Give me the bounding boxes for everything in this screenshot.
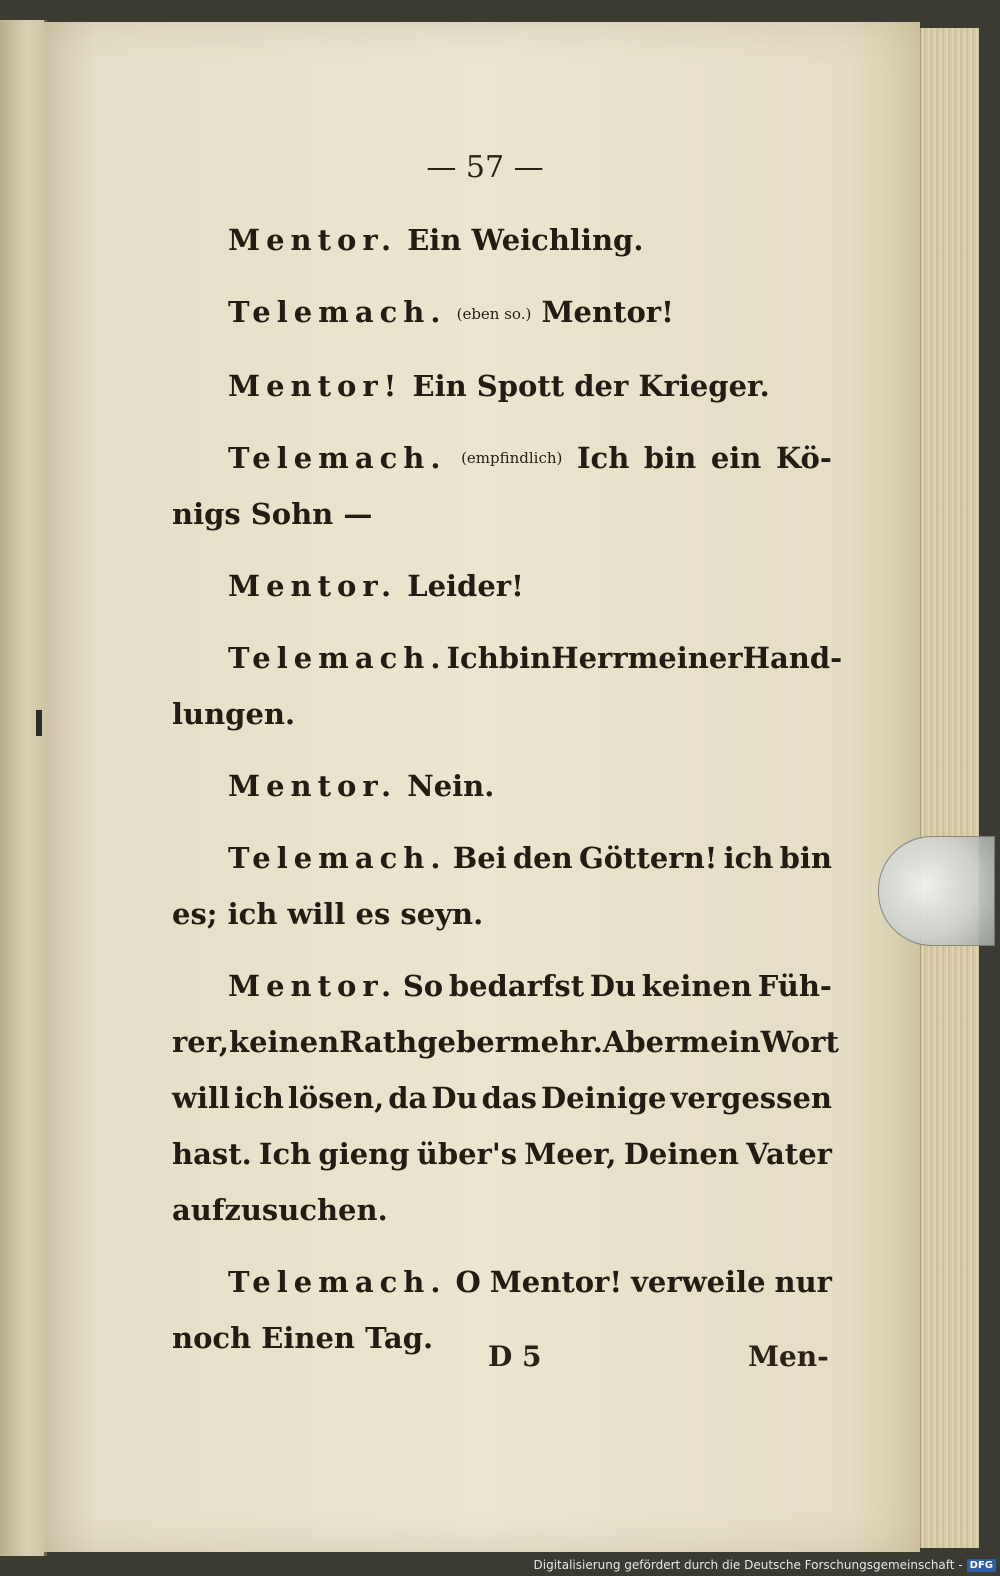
word: Göttern! [578, 841, 718, 875]
text-line [172, 558, 832, 614]
word: Mentor! [489, 1265, 623, 1299]
word: Ich [258, 1137, 312, 1171]
text-line [172, 358, 832, 414]
text-line [172, 1126, 832, 1182]
word: keinen [641, 969, 752, 1003]
word: Vater [746, 1137, 832, 1171]
text-line [172, 1070, 832, 1126]
word: Rathgeber [339, 1025, 510, 1059]
text-line [172, 284, 832, 342]
text-line: nigs Sohn — [172, 497, 373, 531]
word: über's [416, 1137, 518, 1171]
word: da [388, 1081, 428, 1115]
word: keinen [229, 1025, 340, 1059]
word: bin [498, 641, 552, 675]
speaker-name: Mentor. [228, 223, 398, 257]
dialogue: Leider! [407, 569, 524, 603]
body-text [172, 212, 843, 1366]
stage-direction: (empfindlich) [461, 449, 563, 467]
text-line [172, 958, 832, 1014]
word: ich [234, 1081, 284, 1115]
speaker-name: Mentor. [228, 969, 398, 1003]
dialogue: Mentor! [541, 295, 674, 329]
word: meiner [627, 641, 743, 675]
word: das [481, 1081, 537, 1115]
word: Meer, [524, 1137, 617, 1171]
word: Ich [446, 641, 499, 675]
word: mehr. [509, 1025, 603, 1059]
word: bedarfst [448, 969, 585, 1003]
page-clip [878, 836, 995, 946]
text-line [172, 630, 843, 686]
word: vergessen [670, 1081, 832, 1115]
speaker-name: Telemach. [228, 641, 447, 675]
word: mein [679, 1025, 761, 1059]
speaker-name: Telemach. [228, 1265, 447, 1299]
word: So [402, 969, 444, 1003]
page-number: — 57 — [426, 150, 544, 185]
word: Deinen [623, 1137, 739, 1171]
digitization-footer [534, 1556, 997, 1574]
speaker-name: Telemach. [228, 841, 447, 875]
text-line: aufzusuchen. [172, 1193, 388, 1227]
word: rer, [172, 1025, 229, 1059]
word: Bei [452, 841, 507, 875]
text-line [172, 1254, 832, 1310]
word: Füh- [757, 969, 832, 1003]
word: Hand- [742, 641, 843, 675]
text-line [172, 1014, 839, 1070]
word: ein [710, 441, 762, 475]
text-line: es; ich will es seyn. [172, 897, 484, 931]
dialogue: Ein Weichling. [407, 223, 644, 257]
word: lösen, [287, 1081, 385, 1115]
text-line [172, 212, 832, 268]
word: gieng [318, 1137, 410, 1171]
word: O [455, 1265, 481, 1299]
word: Deinige [541, 1081, 667, 1115]
word: bin [643, 441, 697, 475]
word: Kö- [775, 441, 832, 475]
word: ich [723, 841, 774, 875]
word: Du [431, 1081, 478, 1115]
word: bin [779, 841, 832, 875]
speaker-name: Telemach. [228, 441, 447, 475]
text-line [172, 830, 832, 886]
signature-mark: D 5 [488, 1340, 542, 1373]
word: Ich [576, 441, 630, 475]
dialogue: Ein Spott der Krieger. [412, 369, 770, 403]
stage-direction: (eben so.) [456, 305, 532, 323]
text-line: lungen. [172, 697, 296, 731]
word: Aber [602, 1025, 680, 1059]
word: den [512, 841, 573, 875]
word: hast. [172, 1137, 252, 1171]
word: will [172, 1081, 231, 1115]
text-line [172, 430, 832, 486]
word: Herr [551, 641, 628, 675]
word: Wort [760, 1025, 839, 1059]
binding-mark [36, 710, 42, 736]
left-page-edge [0, 20, 47, 1556]
dfg-logo: DFG [967, 1559, 996, 1572]
text-line: noch Einen Tag. [172, 1321, 434, 1355]
word: Du [589, 969, 637, 1003]
dialogue: Nein. [407, 769, 495, 803]
catchword: Men- [748, 1340, 829, 1373]
footer-text: Digitalisierung gefördert durch die Deutsche Forschungsgemeinschaft - [533, 1558, 963, 1572]
text-line [172, 758, 832, 814]
word: nur [774, 1265, 832, 1299]
word: verweile [631, 1265, 766, 1299]
speaker-name: Mentor. [228, 769, 398, 803]
speaker-name: Mentor! [228, 369, 403, 403]
speaker-name: Telemach. [228, 295, 447, 329]
speaker-name: Mentor. [228, 569, 398, 603]
page-fore-edge [920, 28, 979, 1548]
